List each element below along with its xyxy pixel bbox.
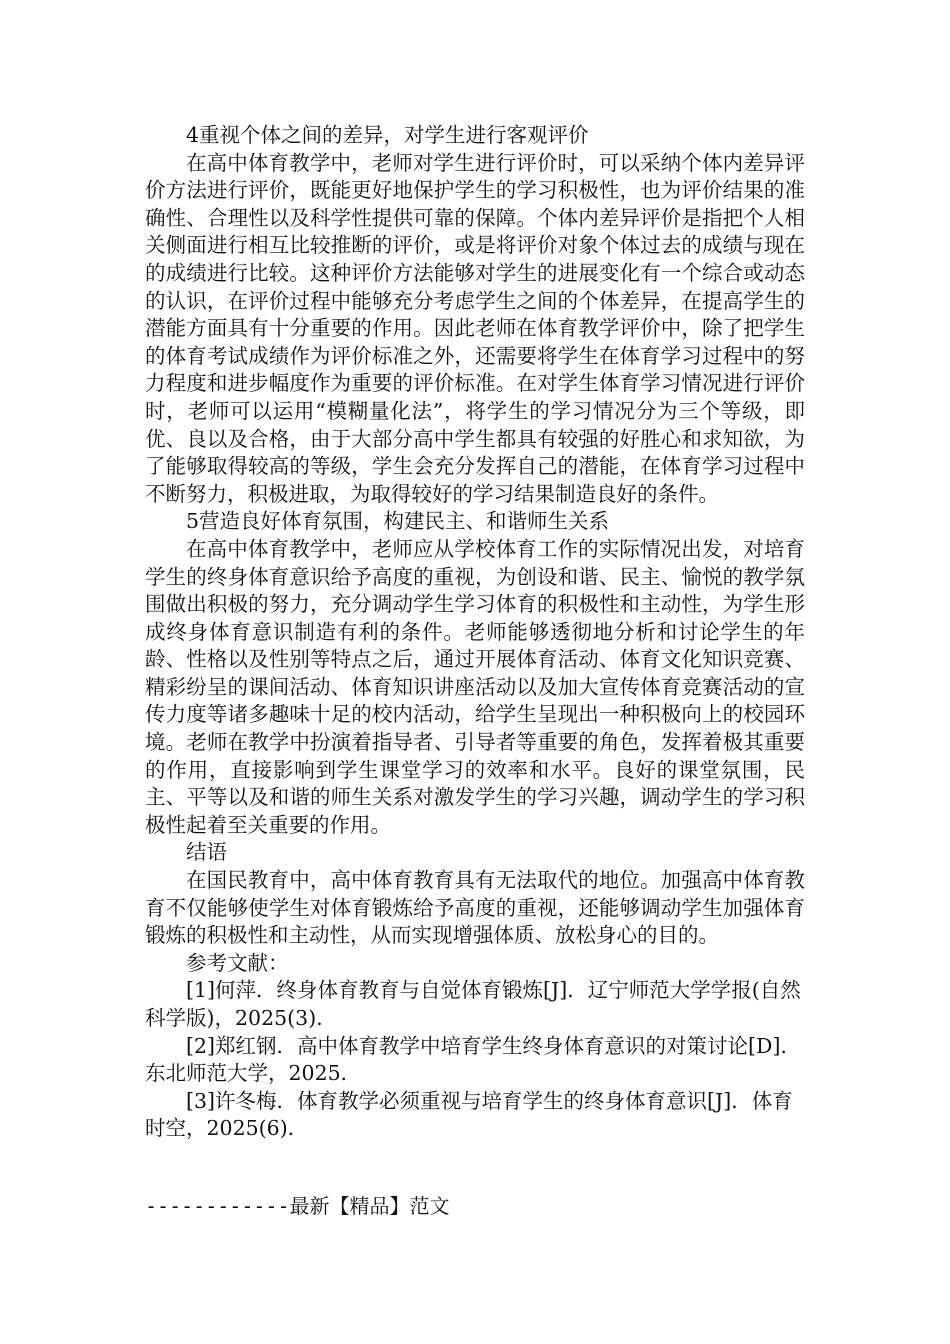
section-body-5: 在高中体育教学中，老师应从学校体育工作的实际情况出发，对培育学生的终身体育意识给予高度的重视，为创设和谐、民主、愉悦的教学氛围做出积极的努力，充分调动学生学习体育的积极性和主动性，为学生形成终身体育意识制造有利的条件。老师能够透彻地分析和讨论学生的年龄、性格以及性别等特点之后，通过开展体育活动、体育文化知识竞赛、精彩纷呈的课间活动、体育知识讲座活动以及加大宣传体育竞赛活动的宣传力度等诸多趣味十足的校内活动，给学生呈现出一种积极向上的校园环境。老师在教学中扮演着指导者、引导者等重要的角色，发挥着极其重要的作用，直接影响到学生课堂学习的效率和水平。良好的课堂氛围，民主、平等以及和谐的师生关系对激发学生的学习兴趣，调动学生的学习积极性起着至关重要的作用。 xyxy=(145,536,805,837)
conclusion-heading: 结语 xyxy=(186,840,227,865)
reference-item-3: [3]许冬梅．体育教学必须重视与培育学生的终身体育意识[J]．体育时空，2025(6)． xyxy=(145,1088,793,1141)
page-footer: ------------最新【精品】范文 xyxy=(145,1194,450,1218)
conclusion-body: 在国民教育中，高中体育教育具有无法取代的地位。加强高中体育教育不仅能够使学生对体育锻炼给予高度的重视，还能够调动学生加强体育锻炼的积极性和主动性，从而实现增强体质、放松身心的目的。 xyxy=(145,868,805,948)
section-heading-4: 4重视个体之间的差异，对学生进行客观评价 xyxy=(186,123,589,147)
reference-item-1: [1]何萍．终身体育教育与自觉体育锻炼[J]．辽宁师范大学学报(自然科学版)，2025(3)． xyxy=(145,978,801,1030)
section-heading-5: 5营造良好体育氛围，构建民主、和谐师生关系 xyxy=(186,509,610,534)
reference-item-2: [2]郑红钢．高中体育教学中培育学生终身体育意识的对策讨论[D]．东北师范大学，2025． xyxy=(145,1033,801,1086)
references-title: 参考文献： xyxy=(186,950,289,975)
document-body xyxy=(145,122,805,1143)
section-body-4: 在高中体育教学中，老师对学生进行评价时，可以采纳个体内差异评价方法进行评价，既能更好地保护学生的学习积极性，也为评价结果的准确性、合理性以及科学性提供可靠的保障。个体内差异评价是指把个人相关侧面进行相互比较推断的评价，或是将评价对象个体过去的成绩与现在的成绩进行比较。这种评价方法能够对学生的进展变化有一个综合或动态的认识，在评价过程中能够充分考虑学生之间的个体差异，在提高学生的潜能方面具有十分重要的作用。因此老师在体育教学评价中，除了把学生的体育考试成绩作为评价标准之外，还需要将学生在体育学习过程中的努力程度和进步幅度作为重要的评价标准。在对学生体育学习情况进行评价时，老师可以运用“模糊量化法”，将学生的学习情况分为三个等级，即优、良以及合格，由于大部分高中学生都具有较强的好胜心和求知欲，为了能够取得较高的等级，学生会充分发挥自己的潜能，在体育学习过程中不断努力，积极进取，为取得较好的学习结果制造良好的条件。 xyxy=(145,150,805,506)
